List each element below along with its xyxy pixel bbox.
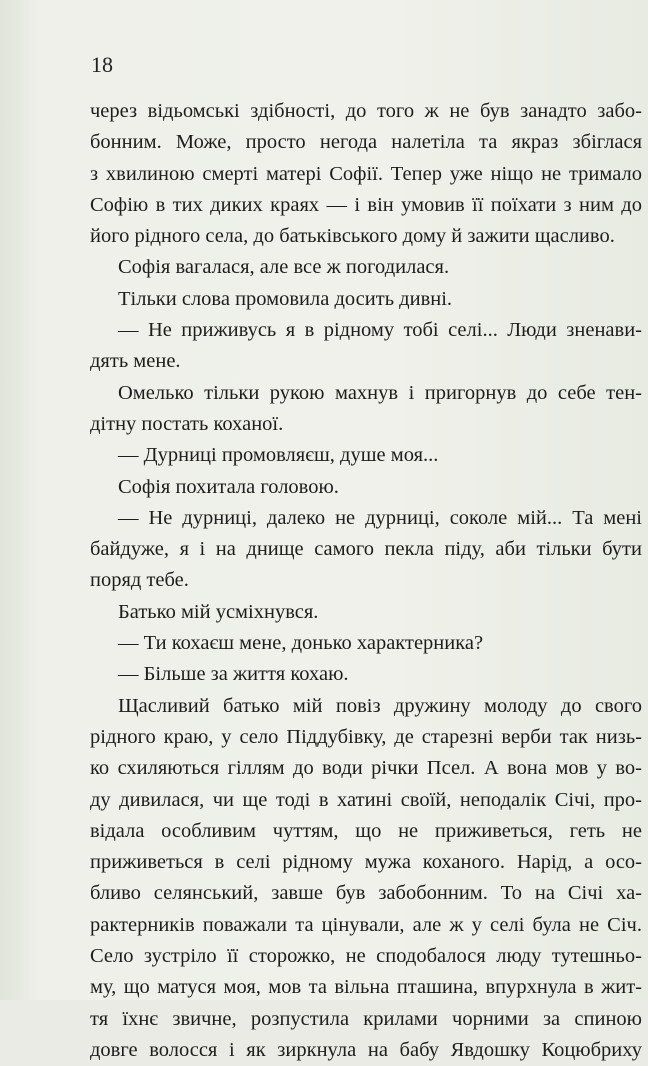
text-line: бливо селянський, завше був забобонним. То на Січі ха- [90, 882, 642, 905]
text-line: рактерників поважали та цінували, але ж у селі була не Січ. [90, 913, 642, 936]
text-line: Тільки слова промовила досить дивні. [118, 287, 453, 310]
text-line: з хвилиною смерті матері Софії. Тепер уже ніщо не тримало [90, 162, 642, 185]
page-number: 18 [91, 52, 113, 77]
text-line: байдуже, я і на днище самого пекла піду, аби тільки бути [90, 538, 642, 561]
text-line: — Не дурниці, далеко не дурниці, соколе мій... Та мені [118, 506, 642, 529]
text-line: дітну постать коханої. [90, 412, 284, 435]
text-line: Софія похитала головою. [118, 475, 339, 498]
text-line: му, що матуся моя, мов та вільна пташина, впурхнула в жит- [90, 976, 642, 999]
text-line: ко схиляються гіллям до води річки Псел. А вона мов у во- [90, 757, 642, 780]
text-line: рідного краю, у село Піддубівку, де старезні верби так низь- [90, 725, 642, 748]
text-line: Село зустріло її сторожко, не сподобалося люду тутешньо- [90, 945, 642, 968]
text-line: Омелько тільки рукою махнув і пригорнув до себе тен- [118, 381, 642, 404]
text-line: ду дивилася, чи ще тоді в хатині своїй, неподалік Січі, про- [90, 788, 642, 811]
text-line: тя їхнє звичне, розпустила крилами чорними за спиною [90, 1007, 642, 1030]
text-line: його рідного села, до батьківського дому й зажити щасливо. [90, 225, 615, 248]
text-line: приживеться в селі рідному мужа коханого. Нарід, а осо- [90, 851, 642, 874]
text-line: бонним. Може, просто негода налетіла та якраз збіглася [90, 131, 642, 154]
text-line: Софія вагалася, але все ж погодилася. [118, 256, 450, 279]
text-line: — Не приживусь я в рідному тобі селі... Люди зненави- [118, 319, 642, 342]
text-line: — Дурниці промовляєш, душе моя... [118, 444, 439, 467]
body-text [90, 96, 642, 1066]
text-line: — Ти кохаєш мене, донько характерника? [118, 632, 484, 655]
text-line: Щасливий батько мій повіз дружину молоду до свого [118, 694, 642, 717]
text-line: через відьомські здібності, до того ж не був занадто забо- [90, 100, 642, 122]
text-line: довге волосся і як зиркнула на бабу Явдошку Коцюбриху [90, 1038, 642, 1061]
text-line: відала особливим чуттям, що не приживеться, геть не [90, 819, 642, 842]
text-line: — Більше за життя кохаю. [118, 663, 349, 686]
text-line: дять мене. [90, 350, 181, 373]
text-line: Софію в тих диких краях — і він умовив її поїхати з ним до [90, 193, 642, 216]
text-line: поряд тебе. [90, 569, 189, 592]
text-line: Батько мій усміхнувся. [118, 600, 319, 623]
